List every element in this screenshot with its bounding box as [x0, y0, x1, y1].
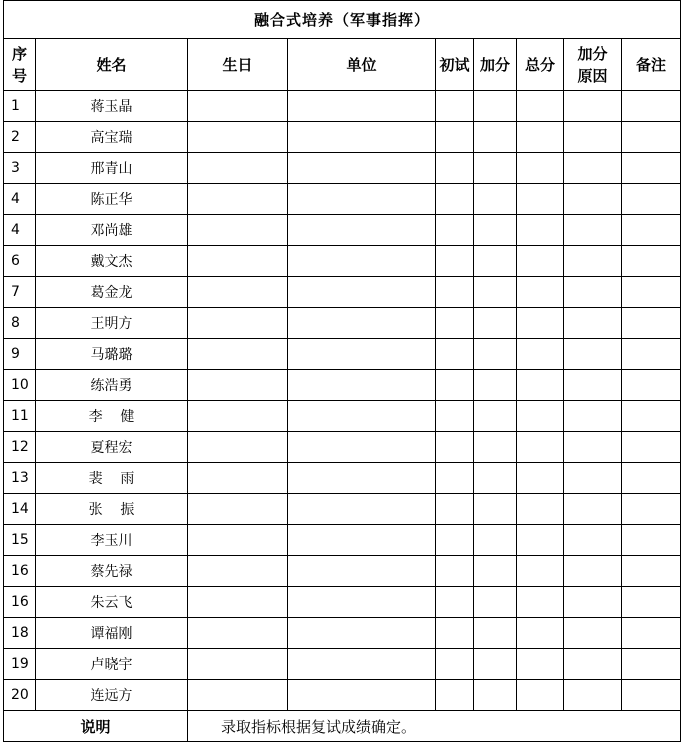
- header-seq-line-2: 号: [11, 66, 27, 85]
- row-seq: 3: [4, 153, 36, 184]
- row-name: 陈正华: [36, 184, 188, 215]
- row-birthday: [188, 556, 288, 587]
- row-bonus-reason: [564, 184, 622, 215]
- row-first-exam: [436, 184, 474, 215]
- row-name: 蒋玉晶: [36, 91, 188, 122]
- row-first-exam: [436, 246, 474, 277]
- row-name: 马璐璐: [36, 339, 188, 370]
- row-birthday: [188, 308, 288, 339]
- row-bonus-reason: [564, 618, 622, 649]
- row-bonus-reason: [564, 122, 622, 153]
- row-bonus: [474, 339, 517, 370]
- table-row: [4, 184, 681, 215]
- row-unit: [288, 308, 436, 339]
- row-name: 夏程宏: [36, 432, 188, 463]
- row-bonus: [474, 308, 517, 339]
- row-seq: 16: [4, 556, 36, 587]
- row-name: 朱云飞: [36, 587, 188, 618]
- row-total: [517, 122, 564, 153]
- header-bonus-reason: [564, 39, 622, 91]
- row-total: [517, 463, 564, 494]
- row-bonus-reason: [564, 432, 622, 463]
- header-unit: 单位: [288, 39, 436, 91]
- row-bonus-reason: [564, 308, 622, 339]
- row-name: 高宝瑞: [36, 122, 188, 153]
- row-first-exam: [436, 432, 474, 463]
- row-name: 邢青山: [36, 153, 188, 184]
- row-birthday: [188, 587, 288, 618]
- row-bonus: [474, 649, 517, 680]
- table-row: [4, 556, 681, 587]
- row-bonus: [474, 494, 517, 525]
- header-name: 姓名: [36, 39, 188, 91]
- row-remarks: [622, 153, 681, 184]
- row-total: [517, 432, 564, 463]
- row-bonus: [474, 525, 517, 556]
- row-seq: 20: [4, 680, 36, 711]
- row-first-exam: [436, 370, 474, 401]
- row-remarks: [622, 308, 681, 339]
- row-first-exam: [436, 308, 474, 339]
- table-row: [4, 587, 681, 618]
- table-row: [4, 463, 681, 494]
- header-birthday: 生日: [188, 39, 288, 91]
- row-first-exam: [436, 91, 474, 122]
- row-name: 张 振: [36, 494, 188, 525]
- row-bonus: [474, 153, 517, 184]
- row-bonus: [474, 91, 517, 122]
- row-seq: 11: [4, 401, 36, 432]
- row-remarks: [622, 122, 681, 153]
- header-remarks: 备注: [622, 39, 681, 91]
- row-first-exam: [436, 215, 474, 246]
- row-birthday: [188, 153, 288, 184]
- row-bonus-reason: [564, 525, 622, 556]
- header-total: 总分: [517, 39, 564, 91]
- row-remarks: [622, 246, 681, 277]
- row-seq: 10: [4, 370, 36, 401]
- row-total: [517, 184, 564, 215]
- row-first-exam: [436, 525, 474, 556]
- row-unit: [288, 370, 436, 401]
- row-total: [517, 618, 564, 649]
- row-birthday: [188, 525, 288, 556]
- row-bonus-reason: [564, 494, 622, 525]
- row-bonus: [474, 184, 517, 215]
- row-bonus: [474, 587, 517, 618]
- header-seq: [4, 39, 36, 91]
- row-seq: 4: [4, 215, 36, 246]
- row-first-exam: [436, 463, 474, 494]
- row-unit: [288, 122, 436, 153]
- row-unit: [288, 277, 436, 308]
- row-unit: [288, 494, 436, 525]
- row-total: [517, 91, 564, 122]
- row-remarks: [622, 432, 681, 463]
- row-remarks: [622, 370, 681, 401]
- header-seq-line-1: 序: [11, 44, 27, 63]
- row-first-exam: [436, 680, 474, 711]
- row-birthday: [188, 680, 288, 711]
- row-first-exam: [436, 618, 474, 649]
- row-name: 蔡先禄: [36, 556, 188, 587]
- row-unit: [288, 246, 436, 277]
- header-bonus: 加分: [474, 39, 517, 91]
- row-first-exam: [436, 153, 474, 184]
- row-unit: [288, 432, 436, 463]
- row-bonus: [474, 401, 517, 432]
- row-birthday: [188, 649, 288, 680]
- row-birthday: [188, 91, 288, 122]
- row-bonus-reason: [564, 339, 622, 370]
- row-birthday: [188, 432, 288, 463]
- row-birthday: [188, 463, 288, 494]
- row-unit: [288, 587, 436, 618]
- row-remarks: [622, 215, 681, 246]
- row-seq: 16: [4, 587, 36, 618]
- row-bonus: [474, 463, 517, 494]
- row-bonus-reason: [564, 91, 622, 122]
- row-unit: [288, 215, 436, 246]
- row-seq: 15: [4, 525, 36, 556]
- row-name: 戴文杰: [36, 246, 188, 277]
- row-total: [517, 308, 564, 339]
- row-birthday: [188, 401, 288, 432]
- row-bonus: [474, 370, 517, 401]
- row-first-exam: [436, 339, 474, 370]
- row-first-exam: [436, 649, 474, 680]
- row-bonus-reason: [564, 401, 622, 432]
- row-bonus-reason: [564, 215, 622, 246]
- table-row: [4, 494, 681, 525]
- table-row: [4, 432, 681, 463]
- row-unit: [288, 680, 436, 711]
- row-remarks: [622, 680, 681, 711]
- table-row: [4, 308, 681, 339]
- table-row: [4, 618, 681, 649]
- row-bonus-reason: [564, 463, 622, 494]
- row-remarks: [622, 587, 681, 618]
- row-unit: [288, 339, 436, 370]
- row-unit: [288, 463, 436, 494]
- title-row: [4, 1, 681, 39]
- note-label: 说明: [4, 711, 188, 742]
- row-remarks: [622, 649, 681, 680]
- row-unit: [288, 649, 436, 680]
- table-row: [4, 649, 681, 680]
- row-birthday: [188, 184, 288, 215]
- row-bonus-reason: [564, 556, 622, 587]
- row-seq: 2: [4, 122, 36, 153]
- row-name: 葛金龙: [36, 277, 188, 308]
- candidate-table: [3, 0, 681, 742]
- row-remarks: [622, 184, 681, 215]
- row-name: 裴 雨: [36, 463, 188, 494]
- row-name: 邓尚雄: [36, 215, 188, 246]
- row-name: 王明方: [36, 308, 188, 339]
- row-total: [517, 649, 564, 680]
- table-row: [4, 122, 681, 153]
- row-total: [517, 556, 564, 587]
- row-name: 李 健: [36, 401, 188, 432]
- row-unit: [288, 91, 436, 122]
- header-row: [4, 39, 681, 91]
- row-seq: 19: [4, 649, 36, 680]
- row-unit: [288, 525, 436, 556]
- row-bonus-reason: [564, 649, 622, 680]
- row-seq: 6: [4, 246, 36, 277]
- row-birthday: [188, 277, 288, 308]
- row-total: [517, 153, 564, 184]
- row-first-exam: [436, 494, 474, 525]
- note-row: [4, 711, 681, 742]
- row-birthday: [188, 215, 288, 246]
- header-first-exam: 初试: [436, 39, 474, 91]
- row-unit: [288, 153, 436, 184]
- row-unit: [288, 184, 436, 215]
- row-name: 连远方: [36, 680, 188, 711]
- header-bonus-reason-line-2: 原因: [577, 66, 608, 85]
- table-row: [4, 370, 681, 401]
- row-bonus-reason: [564, 680, 622, 711]
- table-row: [4, 680, 681, 711]
- row-seq: 12: [4, 432, 36, 463]
- table-row: [4, 246, 681, 277]
- row-total: [517, 277, 564, 308]
- row-total: [517, 215, 564, 246]
- row-seq: 14: [4, 494, 36, 525]
- row-total: [517, 680, 564, 711]
- row-first-exam: [436, 587, 474, 618]
- row-unit: [288, 618, 436, 649]
- header-bonus-reason-line-1: 加分: [577, 44, 608, 63]
- row-bonus: [474, 680, 517, 711]
- row-birthday: [188, 246, 288, 277]
- row-remarks: [622, 277, 681, 308]
- row-bonus-reason: [564, 370, 622, 401]
- row-seq: 9: [4, 339, 36, 370]
- row-seq: 8: [4, 308, 36, 339]
- row-bonus-reason: [564, 587, 622, 618]
- row-seq: 18: [4, 618, 36, 649]
- row-remarks: [622, 339, 681, 370]
- row-remarks: [622, 618, 681, 649]
- table-title: 融合式培养（军事指挥）: [4, 1, 681, 39]
- row-total: [517, 401, 564, 432]
- row-bonus-reason: [564, 153, 622, 184]
- table-row: [4, 153, 681, 184]
- row-seq: 4: [4, 184, 36, 215]
- table-row: [4, 91, 681, 122]
- row-first-exam: [436, 122, 474, 153]
- row-total: [517, 370, 564, 401]
- row-total: [517, 525, 564, 556]
- row-unit: [288, 401, 436, 432]
- row-remarks: [622, 494, 681, 525]
- row-name: 练浩勇: [36, 370, 188, 401]
- table-row: [4, 401, 681, 432]
- row-name: 谭福刚: [36, 618, 188, 649]
- row-remarks: [622, 525, 681, 556]
- row-bonus: [474, 432, 517, 463]
- row-birthday: [188, 122, 288, 153]
- table-row: [4, 277, 681, 308]
- row-remarks: [622, 401, 681, 432]
- row-name: 李玉川: [36, 525, 188, 556]
- row-first-exam: [436, 277, 474, 308]
- row-first-exam: [436, 556, 474, 587]
- table-row: [4, 339, 681, 370]
- row-bonus: [474, 618, 517, 649]
- row-first-exam: [436, 401, 474, 432]
- row-total: [517, 494, 564, 525]
- table-row: [4, 215, 681, 246]
- row-unit: [288, 556, 436, 587]
- note-text: 录取指标根据复试成绩确定。: [188, 711, 681, 742]
- row-total: [517, 587, 564, 618]
- row-birthday: [188, 618, 288, 649]
- row-remarks: [622, 463, 681, 494]
- row-remarks: [622, 91, 681, 122]
- row-total: [517, 339, 564, 370]
- row-bonus-reason: [564, 277, 622, 308]
- row-seq: 1: [4, 91, 36, 122]
- row-bonus-reason: [564, 246, 622, 277]
- row-bonus: [474, 122, 517, 153]
- row-bonus: [474, 556, 517, 587]
- row-total: [517, 246, 564, 277]
- table-row: [4, 525, 681, 556]
- row-seq: 7: [4, 277, 36, 308]
- row-bonus: [474, 246, 517, 277]
- row-bonus: [474, 277, 517, 308]
- row-name: 卢晓宇: [36, 649, 188, 680]
- row-birthday: [188, 370, 288, 401]
- row-bonus: [474, 215, 517, 246]
- row-remarks: [622, 556, 681, 587]
- row-seq: 13: [4, 463, 36, 494]
- row-birthday: [188, 494, 288, 525]
- row-birthday: [188, 339, 288, 370]
